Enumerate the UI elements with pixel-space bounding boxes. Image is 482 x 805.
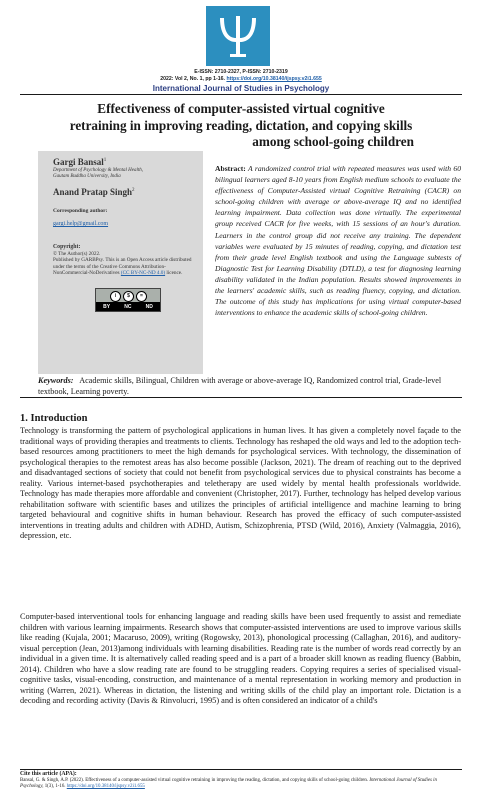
title-line-1: Effectiveness of computer-assisted virtual cognitive bbox=[97, 101, 385, 116]
cc-license-badge bbox=[95, 288, 161, 312]
author-email[interactable]: gargi.help@gmail.com bbox=[53, 221, 109, 227]
body-paragraph-2: Computer-based interventional tools for enhancing language and reading skills have been used frequently to assist and remediate children with various learning impairments. Research shows that computer-assisted interventions are used to improve various skills like reading (Kujala, 2001; Macaruso, 2009), writing (Rogowsky, 2013), phonological processing (Callaghan, 2016), and auditory-visual perception (Jean, 2013)among individuals with learning disabilities. Reading rate is the number of words read correctly by an individual in a given time. It is alternatively called reading speed and is a part of a broader skill known as reading fluency (Babbin, 2014). Children who have a slow reading rate are found to be struggling readers. Copying requires a series of specialised visual-cognitive tasks, visual-encoding, construction, and maintenance of a mental representation in working memory and production in writing (Warren, 2021). Whereas in dictation, the listening and writing skills of the child play an important role. Dictation is a decoding and recording activity (Davis & Rinvolucri, 1995) and is often considered an indicator of a child's bbox=[20, 612, 461, 705]
doi-link[interactable]: https://doi.org/10.38140/ijspsy.v2i1.655 bbox=[226, 76, 322, 82]
header-rule bbox=[20, 94, 462, 95]
keywords-text: Academic skills, Bilingual, Children with average or above-average IQ, Randomized control trial, Grade-level textbook, Learning poverty. bbox=[38, 376, 442, 396]
cc-nc-label: NC bbox=[124, 303, 132, 310]
citation-text: Bansal, G. & Singh, A.P. (2022). Effectiveness of a computer-assisted virtual cognitive retraining in improving the reading, dictation, and copying skills of school-going children. bbox=[20, 778, 369, 783]
license-end: licence. bbox=[166, 269, 183, 276]
license-link[interactable]: (CC BY-NC-ND 4.0) bbox=[120, 269, 166, 276]
section-heading: 1. Introduction bbox=[20, 413, 88, 424]
author-2 bbox=[53, 187, 135, 197]
citation bbox=[20, 778, 461, 790]
volume-text: 2022: Vol 2, No. 1, pp 1-16. bbox=[160, 76, 225, 82]
citation-link[interactable]: https://doi.org/10.38140/ijspsy.v2i1.655 bbox=[66, 784, 145, 789]
corresponding-label: Corresponding author: bbox=[53, 208, 108, 214]
body-paragraph-1: Technology is transforming the pattern of psychological applications in human lives. It has given a completely novel façade to the traditional ways of providing therapies and treatments to clients. Technology has reshaped the old ways and led to the adoption tech-based resources among practitioners to meet the high demands for psychological services. With technology, the dissemination of psychological therapies to the remotest areas has also become possible (Jackson, 2021). The dream of reaching out to the deprived and disadvantaged sections of society that could not benefit from psychological services due to physical constraints has become a reality. Various internet-based psychotherapies and teletherapy are used widely by mental health professionals worldwide. Technology has made therapies more affordable and convenient (Christopher, 2017). Further, technology has helped develop various rehabilitation software with scientific bases and utilizes the principles of artificial intelligence and machine learning to bring targeted behavioural and cognitive shifts in human behaviour. Research has proved the efficacy of such computer-assisted interventions in treating adults and children with ADHD, Autism, Schizophrenia, PTSD (Wild, 2016), Anxiety (Valmaggia, 2016), depression, etc. bbox=[20, 426, 461, 540]
keywords-label: Keywords: bbox=[38, 376, 74, 385]
paper-title bbox=[20, 101, 462, 151]
affiliation-line-1: Department of Psychology & Mental Health, bbox=[53, 168, 143, 173]
license-line-2: Published by GARBPsy. This is an Open Access article distributed under the terms of the Creative Commons Attribution-NonCommercial-NoDerivatives bbox=[53, 257, 192, 276]
cc-nc-icon: $ bbox=[123, 291, 134, 302]
affiliation bbox=[53, 168, 201, 180]
affiliation-line-2: Gautam Buddha University, India bbox=[53, 174, 121, 179]
author-2-name: Anand Pratap Singh bbox=[53, 187, 133, 197]
footer-rule bbox=[20, 769, 462, 770]
issn-line: E-ISSN: 2710-2327, P-ISSN: 2710-2319 bbox=[194, 69, 288, 75]
citation-journal: International Journal of Studies in Psychology, bbox=[20, 778, 437, 789]
title-line-3: among school-going children bbox=[252, 134, 414, 149]
volume-line bbox=[0, 76, 482, 82]
abstract-label: Abstract: bbox=[215, 164, 246, 173]
cc-nd-icon: = bbox=[136, 291, 147, 302]
journal-name: International Journal of Studies in Psychology bbox=[152, 84, 330, 93]
title-line-2: retraining in improving reading, dictation, and copying skills bbox=[69, 117, 413, 133]
author-1-name: Gargi Bansal bbox=[53, 157, 104, 167]
cc-badge-top bbox=[96, 289, 160, 302]
author-2-sup: 2 bbox=[132, 188, 135, 193]
citation-pages: 1(3), 1-16. bbox=[44, 784, 66, 789]
cc-nd-label: ND bbox=[145, 303, 153, 310]
abstract bbox=[215, 163, 461, 318]
author-1-sup: 1 bbox=[103, 158, 107, 163]
journal-logo bbox=[206, 6, 270, 66]
keywords-rule bbox=[20, 397, 462, 398]
author-sidebar bbox=[38, 151, 203, 374]
author-1 bbox=[53, 157, 106, 167]
cc-by-icon: i bbox=[110, 291, 121, 302]
license-line-1: © The Author(s) 2022. bbox=[53, 251, 101, 257]
copyright-label: Copyright: bbox=[53, 244, 81, 250]
abstract-text: A randomized control trial with repeated measures was used with 60 bilingual learners aged 8-10 years from English medium schools to evaluate the effectiveness of Computer-Assisted virtual Cognitive Retraining (CACR) on school-going children with average or above-average IQ and no identified learning impairment. Data collection was done virtually. The experimental group received CACR for five weeks, with 15 sessions of an hour's duration. Learners in the control group did not receive any training. The dependent variables were evaluated by 15 minutes of reading, copying, and dictation test from their grade level English textbook and using the Language subtests of Diagnostic Test for Learning Disability (DTLD), a test for diagnosing learning disability validated in the Indian population. Results showed improvements in the learners' academic skills, such as reading fluency, copying, and dictation. The outcome of this study has implications for using virtual computer-based interventions to enhance the academic skills of school-going children. bbox=[215, 164, 461, 318]
cc-badge-labels bbox=[96, 302, 160, 311]
cc-by-label: BY bbox=[103, 303, 111, 310]
license-text bbox=[53, 251, 193, 276]
keywords bbox=[38, 376, 461, 397]
citation-heading: Cite this article (APA): bbox=[20, 771, 77, 777]
